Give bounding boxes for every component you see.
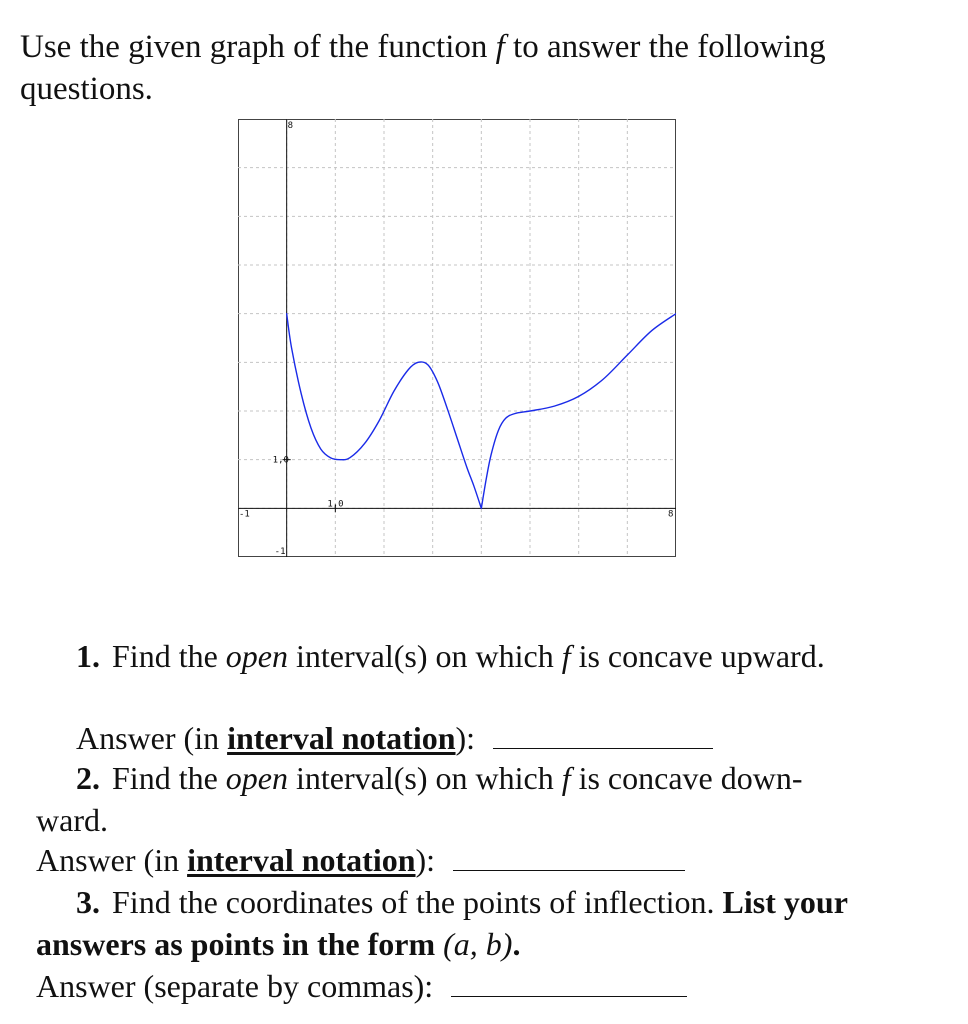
question-3-form: (a, b) — [443, 926, 513, 962]
question-1-text-a: Find the — [112, 638, 226, 674]
question-2-text-c: is concave down- — [570, 760, 803, 796]
answer-1-notation: interval notation — [227, 720, 456, 756]
question-2-f: f — [561, 760, 571, 796]
question-1 — [76, 636, 825, 676]
answer-2-label-a: Answer (in — [36, 842, 188, 878]
y-max-label: 8 — [287, 121, 294, 131]
question-1-number: 1. — [76, 638, 100, 674]
question-3 — [76, 882, 848, 922]
answer-3-line — [36, 966, 687, 1006]
answer-2-label-b: ): — [415, 842, 436, 878]
question-2-text-b: interval(s) on which — [287, 760, 562, 796]
question-1-text-c: is concave upward. — [570, 638, 825, 674]
question-1-text-b: interval(s) on which — [287, 638, 562, 674]
answer-2-notation: interval notation — [187, 842, 416, 878]
x-one-label: 1,0 — [327, 499, 344, 510]
question-2-continued — [36, 800, 108, 840]
answer-2-line — [36, 840, 685, 880]
intro-text — [20, 26, 940, 110]
x-max-label: 8 — [668, 509, 674, 520]
answer-1-blank[interactable] — [493, 748, 713, 749]
answer-3-label: Answer (separate by commas): — [36, 968, 434, 1004]
question-3-bold-b: answers as points in the form — [36, 926, 444, 962]
y-min-label: -1 — [274, 547, 286, 557]
function-graph — [238, 119, 676, 557]
question-3-bold-a: List your — [722, 884, 848, 920]
answer-1-label-b: ): — [455, 720, 476, 756]
intro-before: Use the given graph of the function — [20, 29, 496, 65]
question-1-f: f — [561, 638, 571, 674]
x-min-label: -1 — [239, 509, 250, 520]
question-1-open: open — [225, 638, 288, 674]
graph-frame — [239, 120, 676, 557]
answer-1-label-a: Answer (in — [76, 720, 228, 756]
question-2-text-a: Find the — [112, 760, 226, 796]
question-3-text-a: Find the coordinates of the points of inflection. — [112, 884, 723, 920]
function-f: f — [495, 29, 505, 65]
answer-1-line — [76, 718, 713, 758]
intro-after: to answer the following questions. — [20, 29, 826, 107]
question-2 — [76, 758, 803, 798]
question-3-period: . — [512, 926, 521, 962]
answer-3-blank[interactable] — [451, 996, 687, 997]
question-2-open: open — [225, 760, 288, 796]
question-3-continued — [36, 924, 520, 964]
question-2-text-d: ward. — [36, 802, 108, 838]
question-2-number: 2. — [76, 760, 100, 796]
question-3-number: 3. — [76, 884, 100, 920]
answer-2-blank[interactable] — [453, 870, 685, 871]
y-one-label: 1,0 — [272, 455, 289, 466]
